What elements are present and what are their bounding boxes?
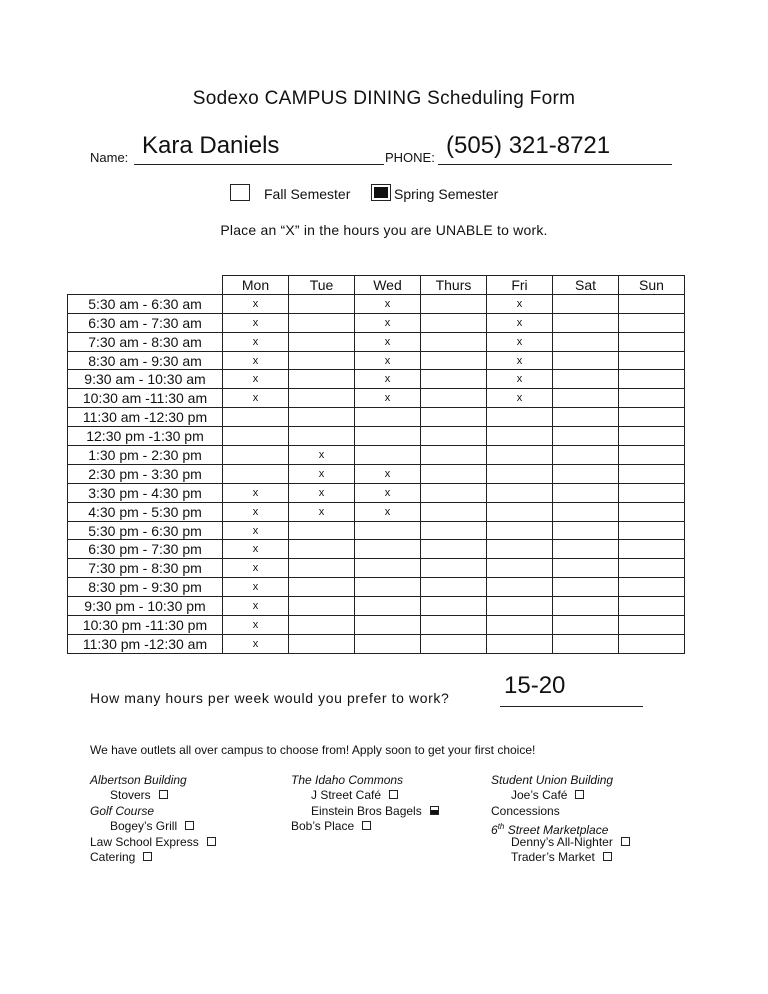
time-slot-label: 11:30 am -12:30 pm <box>68 408 223 427</box>
name-label: Name: <box>90 150 129 165</box>
availability-cell[interactable]: x <box>223 370 289 389</box>
availability-cell[interactable] <box>619 464 685 483</box>
availability-cell[interactable] <box>553 578 619 597</box>
table-row <box>68 483 685 502</box>
hours-question: How many hours per week would you prefer to work? <box>90 690 450 706</box>
table-row <box>68 313 685 332</box>
availability-cell[interactable] <box>289 540 355 559</box>
table-row <box>68 597 685 616</box>
availability-cell[interactable]: x <box>487 294 553 313</box>
availability-cell[interactable]: x <box>223 634 289 653</box>
phone-underline <box>438 164 672 165</box>
outlet-label: Catering <box>90 849 136 864</box>
availability-cell[interactable] <box>553 483 619 502</box>
location-label: 6 <box>491 823 498 838</box>
day-header: Fri <box>487 276 553 295</box>
availability-cell[interactable]: x <box>355 351 421 370</box>
header-corner <box>68 276 223 295</box>
availability-cell[interactable] <box>223 427 289 446</box>
availability-cell[interactable] <box>421 427 487 446</box>
availability-cell[interactable]: x <box>355 502 421 521</box>
availability-cell[interactable] <box>619 332 685 351</box>
outlet-item <box>291 804 439 819</box>
availability-cell[interactable] <box>553 502 619 521</box>
availability-cell[interactable] <box>487 616 553 635</box>
outlet-item <box>491 850 630 865</box>
outlet-item <box>491 788 630 803</box>
location-label: Albertson Building <box>90 773 187 787</box>
outlet-label: Einstein Bros Bagels <box>311 803 422 818</box>
outlet-label: Bob’s Place <box>291 819 355 834</box>
availability-cell[interactable] <box>421 521 487 540</box>
hours-row <box>90 672 690 712</box>
instruction-text: Place an “X” in the hours you are UNABLE to work. <box>220 222 548 238</box>
day-header: Sat <box>553 276 619 295</box>
outlets-intro: We have outlets all over campus to choose from! Apply soon to get your first choice! <box>90 743 536 757</box>
time-slot-label: 5:30 pm - 6:30 pm <box>68 521 223 540</box>
outlet-location-header <box>90 804 216 819</box>
availability-cell[interactable]: x <box>223 540 289 559</box>
day-header: Sun <box>619 276 685 295</box>
availability-cell[interactable]: x <box>487 389 553 408</box>
time-slot-label: 10:30 am -11:30 am <box>68 389 223 408</box>
availability-cell[interactable] <box>223 464 289 483</box>
availability-cell[interactable] <box>421 464 487 483</box>
outlet-label: Stovers <box>110 788 151 803</box>
availability-cell[interactable]: x <box>355 389 421 408</box>
availability-cell[interactable] <box>421 446 487 465</box>
availability-cell[interactable]: x <box>223 597 289 616</box>
time-slot-label: 8:30 am - 9:30 am <box>68 351 223 370</box>
availability-cell[interactable]: x <box>487 351 553 370</box>
availability-cell[interactable]: x <box>223 578 289 597</box>
availability-cell[interactable] <box>553 294 619 313</box>
availability-cell[interactable] <box>619 616 685 635</box>
availability-cell[interactable] <box>355 540 421 559</box>
availability-cell[interactable] <box>421 408 487 427</box>
availability-cell[interactable] <box>421 351 487 370</box>
hours-underline <box>500 706 643 707</box>
availability-cell[interactable] <box>421 332 487 351</box>
table-row <box>68 464 685 483</box>
availability-cell[interactable] <box>421 540 487 559</box>
time-slot-label: 12:30 pm -1:30 pm <box>68 427 223 446</box>
checkbox-icon[interactable] <box>362 821 371 830</box>
availability-cell[interactable] <box>421 313 487 332</box>
availability-cell[interactable] <box>553 634 619 653</box>
availability-cell[interactable] <box>355 634 421 653</box>
table-row <box>68 332 685 351</box>
availability-cell[interactable] <box>289 427 355 446</box>
availability-cell[interactable]: x <box>223 389 289 408</box>
availability-cell[interactable] <box>487 559 553 578</box>
day-header: Tue <box>289 276 355 295</box>
availability-cell[interactable] <box>553 332 619 351</box>
time-slot-label: 7:30 pm - 8:30 pm <box>68 559 223 578</box>
table-row <box>68 446 685 465</box>
availability-cell[interactable] <box>619 408 685 427</box>
availability-cell[interactable] <box>487 502 553 521</box>
availability-cell[interactable] <box>487 578 553 597</box>
outlets-column-2 <box>291 773 439 835</box>
availability-cell[interactable] <box>487 540 553 559</box>
availability-cell[interactable] <box>553 559 619 578</box>
table-row <box>68 408 685 427</box>
availability-cell[interactable] <box>619 597 685 616</box>
location-label: Student Union Building <box>491 773 614 787</box>
time-slot-label: 3:30 pm - 4:30 pm <box>68 483 223 502</box>
checkbox-icon[interactable] <box>430 806 439 815</box>
availability-cell[interactable] <box>619 578 685 597</box>
availability-cell[interactable]: x <box>487 370 553 389</box>
availability-cell[interactable] <box>553 464 619 483</box>
availability-cell[interactable]: x <box>223 332 289 351</box>
availability-cell[interactable] <box>487 446 553 465</box>
availability-cell[interactable] <box>619 427 685 446</box>
table-row <box>68 540 685 559</box>
availability-cell[interactable] <box>289 313 355 332</box>
spring-semester-checkbox[interactable] <box>371 184 391 201</box>
availability-cell[interactable] <box>487 464 553 483</box>
day-header: Mon <box>223 276 289 295</box>
table-row <box>68 634 685 653</box>
availability-cell[interactable]: x <box>487 313 553 332</box>
availability-cell[interactable] <box>553 616 619 635</box>
name-phone-row <box>90 130 690 170</box>
table-row <box>68 370 685 389</box>
table-row <box>68 294 685 313</box>
table-row <box>68 502 685 521</box>
time-slot-label: 6:30 am - 7:30 am <box>68 313 223 332</box>
name-underline <box>134 164 384 165</box>
availability-cell[interactable]: x <box>289 502 355 521</box>
table-row <box>68 616 685 635</box>
day-header: Thurs <box>421 276 487 295</box>
availability-cell[interactable]: x <box>355 370 421 389</box>
availability-cell[interactable]: x <box>289 483 355 502</box>
outlets-column-3 <box>491 773 630 865</box>
availability-cell[interactable]: x <box>355 464 421 483</box>
availability-cell[interactable] <box>619 559 685 578</box>
checkbox-icon[interactable] <box>143 852 152 861</box>
availability-cell[interactable] <box>619 313 685 332</box>
semester-choice <box>0 183 768 205</box>
availability-cell[interactable] <box>289 616 355 635</box>
availability-cell[interactable] <box>421 483 487 502</box>
availability-cell[interactable] <box>553 446 619 465</box>
availability-cell[interactable] <box>289 370 355 389</box>
availability-cell[interactable] <box>355 559 421 578</box>
availability-cell[interactable] <box>355 521 421 540</box>
table-row <box>68 559 685 578</box>
availability-cell[interactable] <box>421 370 487 389</box>
table-row <box>68 578 685 597</box>
availability-cell[interactable]: x <box>223 313 289 332</box>
outlet-label: Law School Express <box>90 834 199 849</box>
availability-cell[interactable] <box>553 597 619 616</box>
phone-label: PHONE: <box>385 150 435 165</box>
availability-cell[interactable] <box>289 389 355 408</box>
availability-cell[interactable]: x <box>355 332 421 351</box>
outlet-location-header <box>491 819 630 838</box>
availability-cell[interactable]: x <box>289 446 355 465</box>
outlet-label: Denny’s All-Nighter <box>511 834 613 849</box>
time-slot-label: 7:30 am - 8:30 am <box>68 332 223 351</box>
checkbox-icon[interactable] <box>159 790 168 799</box>
checkbox-icon[interactable] <box>603 852 612 861</box>
availability-cell[interactable] <box>619 370 685 389</box>
ordinal-suffix: th <box>497 822 505 832</box>
outlet-item <box>491 835 630 850</box>
availability-cell[interactable] <box>553 408 619 427</box>
time-slot-label: 5:30 am - 6:30 am <box>68 294 223 313</box>
availability-cell[interactable] <box>289 351 355 370</box>
location-label: The Idaho Commons <box>291 773 404 787</box>
availability-cell[interactable] <box>553 389 619 408</box>
availability-cell[interactable] <box>487 634 553 653</box>
checkbox-icon[interactable] <box>185 821 194 830</box>
availability-cell[interactable] <box>421 597 487 616</box>
outlet-item <box>90 819 216 834</box>
outlet-item <box>90 788 216 803</box>
time-slot-label: 2:30 pm - 3:30 pm <box>68 464 223 483</box>
availability-cell[interactable] <box>619 294 685 313</box>
availability-cell[interactable] <box>355 616 421 635</box>
name-value[interactable]: Kara Daniels <box>142 132 280 159</box>
availability-cell[interactable] <box>619 634 685 653</box>
location-label-rest: Street Marketplace <box>504 823 609 838</box>
availability-cell[interactable]: x <box>223 294 289 313</box>
availability-cell[interactable] <box>421 559 487 578</box>
availability-cell[interactable]: x <box>355 294 421 313</box>
table-row <box>68 521 685 540</box>
availability-cell[interactable] <box>553 540 619 559</box>
phone-value[interactable]: (505) 321-8721 <box>446 132 611 159</box>
availability-cell[interactable] <box>289 408 355 427</box>
outlet-label: J Street Café <box>311 788 382 803</box>
availability-cell[interactable]: x <box>289 464 355 483</box>
time-slot-label: 1:30 pm - 2:30 pm <box>68 446 223 465</box>
availability-cell[interactable] <box>289 332 355 351</box>
availability-cell[interactable] <box>553 427 619 446</box>
time-slot-label: 10:30 pm -11:30 pm <box>68 616 223 635</box>
availability-cell[interactable] <box>355 446 421 465</box>
availability-cell[interactable] <box>553 370 619 389</box>
spring-semester-label: Spring Semester <box>394 186 499 202</box>
checkbox-icon[interactable] <box>621 837 630 846</box>
availability-cell[interactable] <box>289 559 355 578</box>
checkbox-icon[interactable] <box>575 790 584 799</box>
availability-cell[interactable] <box>553 351 619 370</box>
availability-cell[interactable] <box>421 294 487 313</box>
outlet-location-header <box>491 773 630 788</box>
location-label: Golf Course <box>90 803 155 818</box>
availability-cell[interactable] <box>619 540 685 559</box>
availability-cell[interactable]: x <box>223 502 289 521</box>
availability-table <box>67 275 685 654</box>
availability-cell[interactable] <box>289 634 355 653</box>
time-slot-label: 9:30 am - 10:30 am <box>68 370 223 389</box>
availability-cell[interactable] <box>289 597 355 616</box>
day-header: Wed <box>355 276 421 295</box>
availability-cell[interactable]: x <box>487 332 553 351</box>
availability-cell[interactable] <box>553 521 619 540</box>
outlets-column-1 <box>90 773 216 865</box>
outlet-item <box>291 819 439 834</box>
availability-cell[interactable] <box>487 408 553 427</box>
table-row <box>68 389 685 408</box>
availability-cell[interactable] <box>619 483 685 502</box>
availability-cell[interactable]: x <box>223 616 289 635</box>
time-slot-label: 9:30 pm - 10:30 pm <box>68 597 223 616</box>
availability-cell[interactable] <box>355 597 421 616</box>
outlet-item <box>90 835 216 850</box>
outlet-label: Bogey’s Grill <box>110 819 178 834</box>
outlet-label: Joe’s Café <box>511 788 568 803</box>
checkbox-icon[interactable] <box>207 837 216 846</box>
time-slot-label: 4:30 pm - 5:30 pm <box>68 502 223 521</box>
availability-cell[interactable]: x <box>355 313 421 332</box>
availability-cell[interactable]: x <box>355 483 421 502</box>
availability-cell[interactable] <box>223 446 289 465</box>
outlet-item <box>291 788 439 803</box>
outlet-item <box>491 804 630 819</box>
availability-cell[interactable] <box>355 427 421 446</box>
outlet-location-header <box>291 773 439 788</box>
availability-cell[interactable]: x <box>223 351 289 370</box>
availability-cell[interactable] <box>619 502 685 521</box>
outlet-location-header <box>90 773 216 788</box>
availability-cell[interactable] <box>421 389 487 408</box>
table-header-row <box>68 276 685 295</box>
availability-cell[interactable] <box>487 597 553 616</box>
time-slot-label: 6:30 pm - 7:30 pm <box>68 540 223 559</box>
availability-cell[interactable] <box>223 408 289 427</box>
availability-cell[interactable] <box>487 483 553 502</box>
availability-cell[interactable] <box>289 578 355 597</box>
outlet-label: Trader’s Market <box>511 849 595 864</box>
table-row <box>68 427 685 446</box>
availability-cell[interactable] <box>421 502 487 521</box>
availability-cell[interactable] <box>619 389 685 408</box>
availability-cell[interactable] <box>421 578 487 597</box>
availability-cell[interactable] <box>619 521 685 540</box>
time-slot-label: 8:30 pm - 9:30 pm <box>68 578 223 597</box>
availability-cell[interactable] <box>355 578 421 597</box>
availability-cell[interactable]: x <box>223 521 289 540</box>
availability-cell[interactable] <box>289 521 355 540</box>
availability-cell[interactable]: x <box>223 483 289 502</box>
outlet-item <box>90 850 216 865</box>
availability-cell[interactable] <box>487 521 553 540</box>
availability-cell[interactable] <box>487 427 553 446</box>
availability-cell[interactable] <box>421 616 487 635</box>
availability-cell[interactable] <box>289 294 355 313</box>
time-slot-label: 11:30 pm -12:30 am <box>68 634 223 653</box>
availability-cell[interactable] <box>421 634 487 653</box>
form-title: Sodexo CAMPUS DINING Scheduling Form <box>192 88 576 109</box>
availability-cell[interactable] <box>553 313 619 332</box>
availability-cell[interactable] <box>619 351 685 370</box>
table-row <box>68 351 685 370</box>
availability-cell[interactable] <box>355 408 421 427</box>
fall-semester-label: Fall Semester <box>264 186 351 202</box>
outlet-label: Concessions <box>491 803 560 818</box>
availability-cell[interactable] <box>619 446 685 465</box>
hours-answer[interactable]: 15-20 <box>504 672 566 699</box>
checkbox-icon[interactable] <box>389 790 398 799</box>
fall-semester-checkbox[interactable] <box>230 184 250 201</box>
availability-cell[interactable]: x <box>223 559 289 578</box>
